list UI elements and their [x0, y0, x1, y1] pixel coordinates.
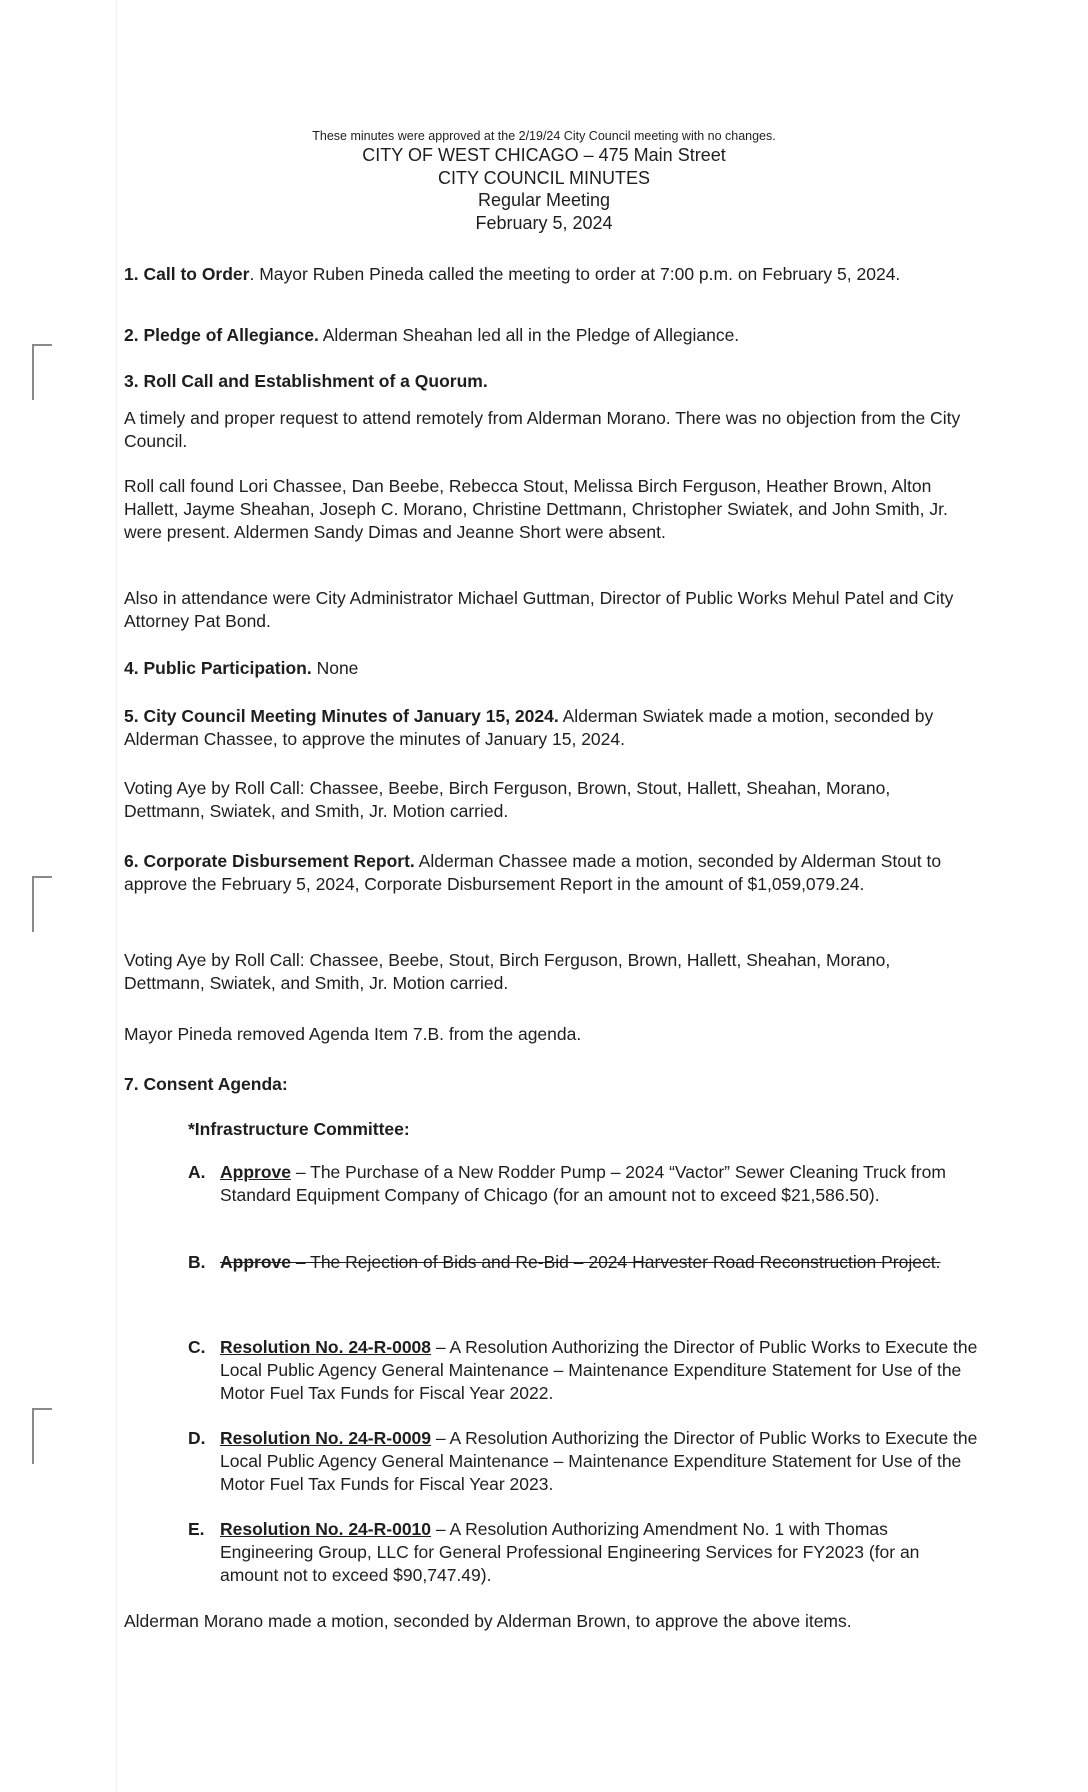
committee-heading: *Infrastructure Committee:: [188, 1119, 410, 1139]
header-meeting-date: February 5, 2024: [475, 212, 613, 233]
section-number: 7.: [124, 1074, 139, 1094]
agenda-item-c: [188, 1336, 978, 1405]
paragraph-final-motion: Alderman Morano made a motion, seconded by Alderman Brown, to approve the above items.: [124, 1611, 852, 1631]
paragraph-item-removed: Mayor Pineda removed Agenda Item 7.B. from the agenda.: [124, 1024, 582, 1044]
section-number: 5.: [124, 706, 139, 726]
section-text: . Mayor Ruben Pineda called the meeting to order at 7:00 p.m. on February 5, 2024.: [249, 264, 901, 284]
section-number: 6.: [124, 851, 139, 871]
section-disbursement-report: [124, 850, 974, 896]
section-title: Corporate Disbursement Report.: [143, 851, 415, 871]
item-letter: B.: [188, 1252, 206, 1272]
section-title: Call to Order: [143, 264, 250, 284]
item-title: Approve: [220, 1252, 291, 1272]
header-city-address: CITY OF WEST CHICAGO – 475 Main Street: [362, 145, 726, 165]
section-roll-call: [124, 370, 974, 393]
section-title: Roll Call and Establishment of a Quorum.: [143, 371, 488, 391]
header-meeting-type: Regular Meeting: [477, 190, 611, 210]
document-header: [0, 128, 1088, 234]
item-text: – A Resolution Authorizing Amendment No. 1 with Thomas Engineering Group, LLC for General Professional Engineering Services for FY2023 (for an amount not to exceed $90,747.49).: [220, 1519, 920, 1585]
item-title: Approve: [220, 1162, 291, 1182]
agenda-item-e: [188, 1518, 978, 1587]
section-text: Alderman Chassee made a motion, seconded by Alderman Stout to approve the February 5, 2024, Corporate Disbursement Report in the amount of $1,059,079.24.: [124, 851, 942, 894]
item-title: Resolution No. 24-R-0009: [220, 1428, 432, 1448]
agenda-item-b-struck: [188, 1251, 978, 1274]
section-number: 1.: [124, 264, 139, 284]
agenda-item-d: [188, 1427, 978, 1496]
section-title: Consent Agenda:: [143, 1074, 288, 1094]
section-number: 3.: [124, 371, 139, 391]
item-letter: E.: [188, 1519, 205, 1539]
section-consent-agenda: [124, 1073, 974, 1096]
item-text: – The Purchase of a New Rodder Pump – 2024 “Vactor” Sewer Cleaning Truck from Standard Equipment Company of Chicago (for an amount not to exceed $21,586.50).: [220, 1162, 946, 1205]
section-meeting-minutes: [124, 705, 974, 751]
item-text: – A Resolution Authorizing the Director of Public Works to Execute the Local Public Agency General Maintenance – Maintenance Expenditure Statement for Use of the Motor Fuel Tax Funds for Fiscal Year 2022.: [220, 1337, 978, 1403]
section-title: City Council Meeting Minutes of January 15, 2024.: [143, 706, 559, 726]
item-letter: C.: [188, 1337, 206, 1357]
item-title: Resolution No. 24-R-0008: [220, 1337, 432, 1357]
paragraph-roll-call: Roll call found Lori Chassee, Dan Beebe, Rebecca Stout, Melissa Birch Ferguson, Heather Brown, Alton Hallett, Jayme Sheahan, Joseph C. Morano, Christine Dettmann, Christopher Swiatek, and John Smith, Jr. were present. Aldermen Sandy Dimas and Jeanne Short were absent.: [124, 476, 948, 542]
section-title: Pledge of Allegiance.: [143, 325, 319, 345]
section-text: None: [311, 658, 359, 678]
section-title: Public Participation.: [143, 658, 312, 678]
item-text: – A Resolution Authorizing the Director of Public Works to Execute the Local Public Agency General Maintenance – Maintenance Expenditure Statement for Use of the Motor Fuel Tax Funds for Fiscal Year 2023.: [220, 1428, 978, 1494]
section-number: 4.: [124, 658, 139, 678]
item-letter: A.: [188, 1162, 206, 1182]
item-title: Resolution No. 24-R-0010: [220, 1519, 432, 1539]
section-text: Alderman Swiatek made a motion, seconded by Alderman Chassee, to approve the minutes of January 15, 2024.: [124, 706, 934, 749]
section-call-to-order: [124, 263, 974, 286]
item-letter: D.: [188, 1428, 206, 1448]
punch-hole-mark-bottom: [32, 1408, 52, 1464]
approval-note: These minutes were approved at the 2/19/24 City Council meeting with no changes.: [312, 129, 776, 143]
agenda-item-a: [188, 1161, 978, 1207]
section-pledge: [124, 324, 974, 347]
item-text: – The Rejection of Bids and Re-Bid – 2024 Harvester Road Reconstruction Project.: [290, 1252, 941, 1272]
paragraph-attendance: Also in attendance were City Administrator Michael Guttman, Director of Public Works Mehul Patel and City Attorney Pat Bond.: [124, 588, 954, 631]
header-minutes-title: CITY COUNCIL MINUTES: [437, 167, 651, 188]
paragraph-vote-disbursement: Voting Aye by Roll Call: Chassee, Beebe, Stout, Birch Ferguson, Brown, Hallett, Sheahan, Morano, Dettmann, Swiatek, and Smith, Jr. Motion carried.: [124, 950, 891, 993]
section-public-participation: [124, 657, 974, 680]
paragraph-remote-request: A timely and proper request to attend remotely from Alderman Morano. There was no objection from the City Council.: [124, 408, 961, 451]
section-text: Alderman Sheahan led all in the Pledge of Allegiance.: [318, 325, 740, 345]
punch-hole-mark-middle: [32, 876, 52, 932]
paragraph-vote-minutes: Voting Aye by Roll Call: Chassee, Beebe, Birch Ferguson, Brown, Stout, Hallett, Sheahan, Morano, Dettmann, Swiatek, and Smith, Jr. Motion carried.: [124, 778, 891, 821]
section-number: 2.: [124, 325, 139, 345]
punch-hole-mark-top: [32, 344, 52, 400]
page-edge-shadow: [116, 0, 117, 1792]
